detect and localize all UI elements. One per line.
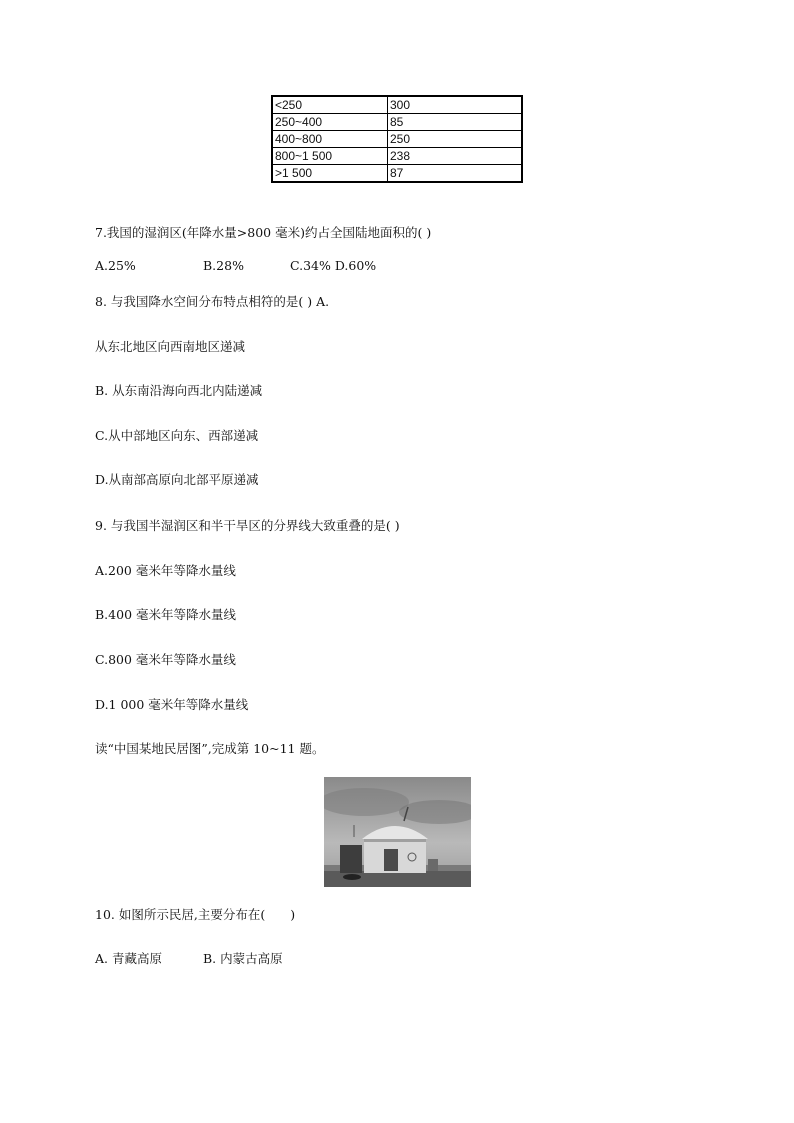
q9-option-d: D.1 000 毫米年等降水量线 <box>95 697 249 712</box>
q7-option-a: A.25% <box>95 258 136 273</box>
table-cell: 85 <box>388 114 523 131</box>
question-9-stem: 9. 与我国半湿润区和半干旱区的分界线大致重叠的是( ) <box>95 518 400 533</box>
table-cell: 300 <box>388 96 523 114</box>
precipitation-table <box>271 95 523 183</box>
q10-option-b: B. 内蒙古高原 <box>203 951 283 966</box>
question-8-stem: 8. 与我国降水空间分布特点相符的是( ) A. <box>95 294 330 309</box>
q9-option-c: C.800 毫米年等降水量线 <box>95 652 236 667</box>
table-cell: 250~400 <box>272 114 388 131</box>
q9-option-b: B.400 毫米年等降水量线 <box>95 607 236 622</box>
table-cell: 87 <box>388 165 523 183</box>
table-cell: <250 <box>272 96 388 114</box>
q9-option-a: A.200 毫米年等降水量线 <box>95 563 236 578</box>
question-7-stem: 7.我国的湿润区(年降水量>800 毫米)约占全国陆地面积的( ) <box>95 225 432 240</box>
table-cell: 250 <box>388 131 523 148</box>
reading-prompt: 读“中国某地民居图”,完成第 10~11 题。 <box>95 741 325 756</box>
q8-option-a-text: 从东北地区向西南地区递减 <box>95 339 246 354</box>
table-cell: 800~1 500 <box>272 148 388 165</box>
table-row <box>272 165 522 183</box>
question-10-stem: 10. 如图所示民居,主要分布在( ) <box>95 907 296 922</box>
table-row <box>272 96 522 114</box>
q7-option-b: B.28% <box>203 258 244 273</box>
q10-option-a: A. 青藏高原 <box>95 951 162 966</box>
q8-option-d: D.从南部高原向北部平原递减 <box>95 472 259 487</box>
yurt-photo <box>324 777 471 887</box>
q8-option-b: B. 从东南沿海向西北内陆递减 <box>95 383 263 398</box>
table-cell: >1 500 <box>272 165 388 183</box>
table-cell: 400~800 <box>272 131 388 148</box>
q8-option-c: C.从中部地区向东、西部递减 <box>95 428 259 443</box>
table-row <box>272 148 522 165</box>
q7-option-c-d: C.34% D.60% <box>290 258 377 273</box>
table-row <box>272 131 522 148</box>
table-cell: 238 <box>388 148 523 165</box>
table-row <box>272 114 522 131</box>
